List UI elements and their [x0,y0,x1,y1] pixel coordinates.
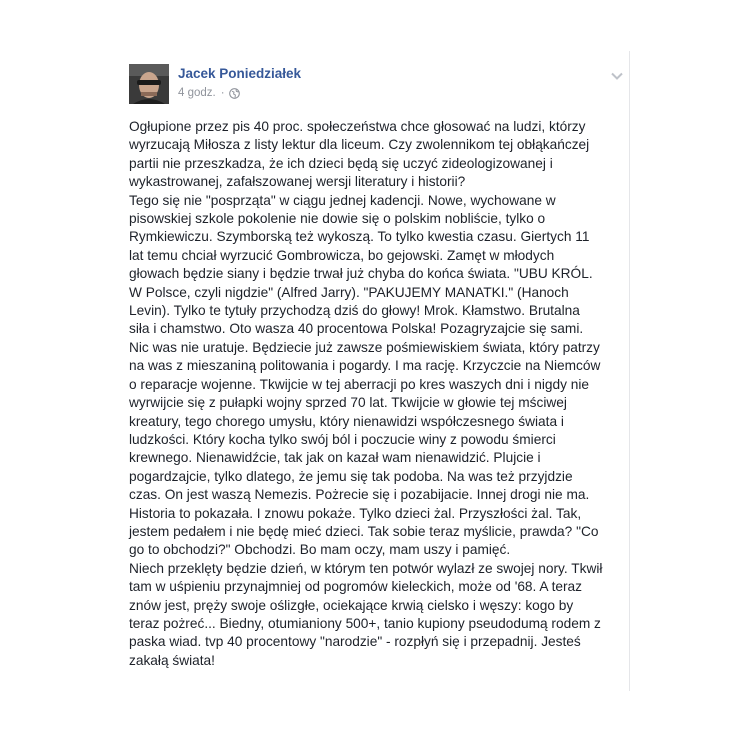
post-text-line: Ogłupione przez pis 40 proc. społeczeństwa chce głosować na ludzi, którzy [129,119,586,134]
post-text-line: wyrwijcie się z pułapki wojny sprzed 70 lat. Tkwijcie w głowie tej mściwej [129,395,567,411]
post-text-line: znów jest, pręży swoje oślizgłe, ociekające krwią cielsko i węszy: kogo by [129,597,574,613]
post-text-line: Rymkiewiczu. Szymborską też wykoszą. To tylko kwestia czasu. Giertych 11 [129,229,590,245]
post-text-line: ludzkości. Który kocha tylko swój ból i poczucie winy z powodu śmierci [129,431,556,447]
post-text-line: pogardzajcie, tylko dlatego, że jemu się tak podoba. Na was też przyjdzie [129,468,573,484]
post-text-line: paska wiad. tvp 40 procentowy "narodzie" - rozpłyń się i przepadnij. Jesteś [129,634,581,650]
post-text-line: czas. On jest waszą Nemezis. Pożrecie się i pozabijacie. Innej drogi nie ma. [129,487,590,503]
post-text-line: wyrzucają Miłosza z listy lektur dla liceum. Czy zwolennikom tej obłąkańczej [129,137,590,153]
post-text-line: Nic was nie uratuje. Będziecie już zawsze pośmiewiskiem świata, który patrzy [129,339,600,355]
post-text [129,118,619,670]
post-header [129,64,629,108]
meta-separator: · [220,87,225,99]
author-name[interactable]: Jacek Poniedziałek [178,66,302,81]
post-text-line: siła i chamstwo. Oto wasza 40 procentowa Polska! Pozagryzajcie się sami. [129,321,584,337]
post-text-line: jestem pedałem i nie będę mieć dzieci. Tak sobie teraz myślicie, prawda? "Co [129,523,599,539]
chevron-down-icon[interactable] [610,68,624,78]
post-text-line: lat temu chciał wyrzucić Gombrowicza, bo gejowski. Zamęt w młodych [129,247,555,263]
post-text-line: o reparacje wojenne. Tkwijcie w tej aberracji po kres waszych dni i nigdy nie [129,376,590,392]
post-text-line: tam w uśpieniu przynajmniej od pogromów kieleckich, może od '68. A teraz [129,579,583,595]
post-text-line: na was z mieszaniną politowania i pogardy. I ma rację. Krzyczcie na Niemców [129,358,601,374]
post-text-line: Tego się nie "posprząta" w ciągu jednej kadencji. Nowe, wychowane w [129,192,556,208]
post-text-line: Historia to pokazała. I znowu pokaże. Tylko dzieci żal. Przyszłości żal. Tak, [129,505,582,521]
post-text-line: wykastrowanej, zafałszowanej wersji literatury i historii? [129,174,466,190]
post-meta [178,87,240,99]
post-text-line: Levin). Tylko te tytuły przychodzą dziś do głowy! Mrok. Kłamstwo. Brutalna [129,303,580,319]
post-text-line: W Polsce, czyli nigdzie" (Alfred Jarry). "PAKUJEMY MANATKI." (Hanoch [129,284,569,300]
post-timestamp[interactable]: 4 godz. [178,87,216,99]
post-text-line: zakałą świata! [129,652,215,668]
avatar[interactable] [129,64,169,104]
post-text-line: głowach będzie siany i będzie trwał już chyba do końca świata. "UBU KRÓL. [129,266,593,282]
post-text-line: kreatury, tego chorego umysłu, który nienawidzi współczesnego świata i [129,413,564,429]
globe-icon[interactable] [229,88,240,99]
post-text-line: pisowskiej szkole pokolenie nie dowie się o polskim nobliście, tylko o [129,211,546,227]
post-text-line: partii nie przeszkadza, że ich dzieci będą się uczyć zideologizowanej i [129,155,553,171]
post-text-line: Niech przeklęty będzie dzień, w którym ten potwór wylazł ze swojej nory. Tkwił [129,560,603,576]
post-text-line: go to obchodzi?" Obchodzi. Bo mam oczy, mam uszy i pamięć. [129,542,511,558]
post-text-line: teraz pożreć... Biedny, otumianiony 500+, tanio kupiony pseudodumą rodem z [129,615,601,631]
post-text-line: krewnego. Nienawidźcie, tak jak on kazał wam nienawidzić. Plujcie i [129,450,541,466]
facebook-post [115,51,630,691]
